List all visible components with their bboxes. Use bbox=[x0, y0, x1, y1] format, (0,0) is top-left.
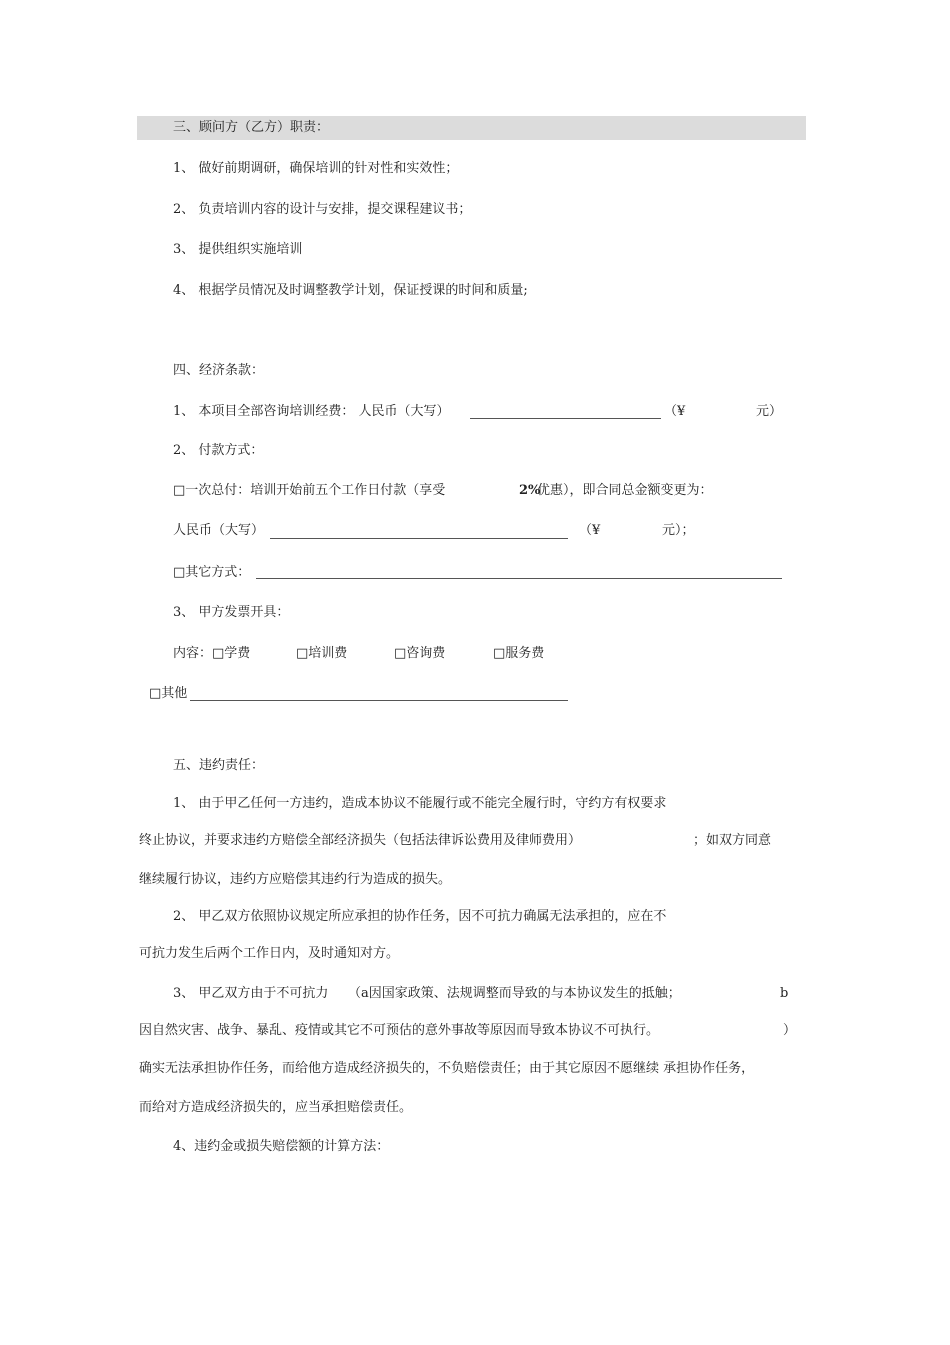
invoice-consulting-option[interactable]: □咨询费 bbox=[394, 646, 446, 661]
clause3-line2-end: ） bbox=[783, 1023, 797, 1038]
clause3-line3: 确实无法承担协作任务，而给他方造成经济损失的，不负赔偿责任；由于其它原因不愿继续 承担协作任务， bbox=[139, 1061, 755, 1076]
section4-title: 四、经济条款： bbox=[173, 363, 265, 378]
rmb-label: 人民币（大写） bbox=[173, 523, 265, 538]
invoice-other-option[interactable]: □其他 bbox=[149, 686, 188, 701]
section3-item-2: 2、 负责培训内容的设计与安排，提交课程建议书； bbox=[173, 202, 472, 217]
invoice-training-option[interactable]: □培训费 bbox=[296, 646, 348, 661]
lump-sum-option[interactable]: □一次总付：培训开始前五个工作日付款（享受 bbox=[173, 483, 446, 498]
invoice-tuition-option[interactable]: 内容：□学费 bbox=[173, 646, 251, 661]
invoice-service-option[interactable]: □服务费 bbox=[493, 646, 545, 661]
fee-label: 1、 本项目全部咨询培训经费： 人民币（大写） bbox=[173, 404, 450, 419]
clause1-line3: 继续履行协议，违约方应赔偿其违约行为造成的损失。 bbox=[139, 872, 452, 887]
section3-item-3: 3、 提供组织实施培训 bbox=[173, 242, 303, 257]
lump-sum-discount: 2% bbox=[519, 483, 541, 498]
clause1-line2-end: ；如双方同意 bbox=[693, 833, 772, 848]
payment-label: 2、 付款方式： bbox=[173, 443, 264, 458]
clause3-line1-end: b bbox=[780, 986, 789, 1001]
section5-title: 五、违约责任： bbox=[173, 758, 265, 773]
section3-item-4: 4、 根据学员情况及时调整教学计划，保证授课的时间和质量; bbox=[173, 283, 528, 298]
clause3-line1-mid: （a因国家政策、法规调整而导致的与本协议发生的抵触； bbox=[348, 986, 681, 1001]
clause3-line2: 因自然灾害、战争、暴乱、疫情或其它不可预估的意外事故等原因而导致本协议不可执行。 bbox=[139, 1023, 660, 1038]
clause1-line1: 1、 由于甲乙任何一方违约，造成本协议不能履行或不能完全履行时，守约方有权要求 bbox=[173, 796, 667, 811]
fee-paren-close: 元） bbox=[756, 404, 783, 419]
lump-sum-text: 优惠），即合同总金额变更为： bbox=[537, 483, 713, 498]
fee-amount-field[interactable] bbox=[470, 418, 661, 419]
other-method-option[interactable]: □其它方式： bbox=[173, 565, 251, 580]
other-method-field[interactable] bbox=[256, 578, 782, 579]
section3-title: 三、顾问方（乙方）职责： bbox=[173, 120, 330, 135]
rmb-paren-open: （¥ bbox=[579, 523, 601, 538]
clause3-line1: 3、 甲乙双方由于不可抗力 bbox=[173, 986, 329, 1001]
clause2-line1: 2、 甲乙双方依照协议规定所应承担的协作任务，因不可抗力确属无法承担的，应在不 bbox=[173, 909, 667, 924]
section3-item-1: 1、 做好前期调研，确保培训的针对性和实效性； bbox=[173, 161, 459, 176]
invoice-other-field[interactable] bbox=[190, 700, 568, 701]
fee-paren-open: （¥ bbox=[664, 404, 686, 419]
rmb-paren-close: 元）； bbox=[662, 523, 695, 538]
rmb-amount-field[interactable] bbox=[270, 538, 568, 539]
clause4: 4、违约金或损失赔偿额的计算方法： bbox=[173, 1139, 390, 1154]
clause2-line2: 可抗力发生后两个工作日内，及时通知对方。 bbox=[139, 946, 400, 961]
clause3-line4: 而给对方造成经济损失的，应当承担赔偿责任。 bbox=[139, 1100, 413, 1115]
clause1-line2: 终止协议，并要求违约方赔偿全部经济损失（包括法律诉讼费用及律师费用） bbox=[139, 833, 582, 848]
invoice-label: 3、 甲方发票开具： bbox=[173, 605, 290, 620]
